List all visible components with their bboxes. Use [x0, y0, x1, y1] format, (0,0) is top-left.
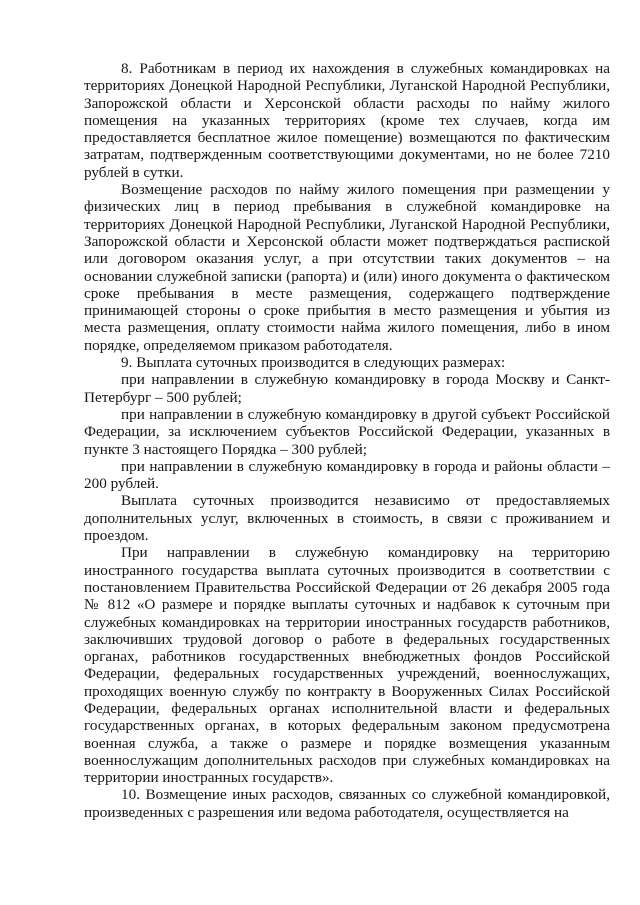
paragraph-10-other-expenses: 10. Возмещение иных расходов, связанных со служебной командировкой, произведенных с разрешения или ведома работодателя, осуществляется на — [84, 786, 610, 821]
paragraph-9-per-diem-heading: 9. Выплата суточных производится в следующих размерах: — [121, 354, 506, 372]
paragraph-per-diem-independent: Выплата суточных производится независимо от предоставляемых дополнительных услуг, включенных в стоимость, в связи с проживанием и проездом. — [84, 492, 610, 545]
paragraph-per-diem-moscow-spb: при направлении в служебную командировку в города Москву и Санкт-Петербург – 500 рублей; — [84, 371, 610, 406]
paragraph-per-diem-other-subject: при направлении в служебную командировку в другой субъект Российской Федерации, за исключением субъектов Российской Федерации, указанных в пункте 3 настоящего Порядка – 300 рублей; — [84, 405, 610, 458]
paragraph-per-diem-region: при направлении в служебную командировку в города и районы области – 200 рублей. — [84, 457, 610, 493]
document-body — [84, 60, 610, 821]
paragraph-foreign-travel: При направлении в служебную командировку на территорию иностранного государства выплата суточных производится в соответствии с постановлением Правительства Российской Федерации от 26 декабря 2005 года № 812 «О размере и порядке выплаты суточных и надбавок к суточным при служебных командировках на территории иностранных государств работников, заключивших трудовой договор о работе в федеральных государственных органах, работников государственных внебюджетных фондов Российской Федерации, федеральных государственных учреждений, военнослужащих, проходящих военную службу по контракту в Вооруженных Силах Российской Федерации, федеральных органах исполнительной власти и федеральных государственных органах, в которых федеральным законом предусмотрена военная служба, а также о размере и порядке возмещения указанным военнослужащим дополнительных расходов при служебных командировках на территории иностранных государств». — [84, 544, 610, 787]
paragraph-housing-confirmation: Возмещение расходов по найму жилого помещения при размещении у физических лиц в период пребывания в служебной командировке на территориях Донецкой Народной Республики, Луганской Народной Республики, Запорожской области и Херсонской области может подтверждаться распиской или договором оказания услуг, а при отсутствии таких документов – на основании служебной записки (рапорта) и (или) иного документа о фактическом сроке пребывания в месте размещения, содержащего подтверждение принимающей стороны о сроке прибытия в место размещения и убытия из места размещения, оплату стоимости найма жилого помещения, либо в ином порядке, определяемом приказом работодателя. — [84, 181, 610, 354]
paragraph-8-housing-expenses: 8. Работникам в период их нахождения в служебных командировках на территориях Донецкой Народной Республики, Луганской Народной Республики, Запорожской области и Херсонской области расходы по найму жилого помещения на указанных территориях (кроме тех случаев, когда им предоставляется бесплатное жилое помещение) возмещаются по фактическим затратам, подтвержденным соответствующими документами, но не более 7210 рублей в сутки. — [84, 60, 610, 181]
